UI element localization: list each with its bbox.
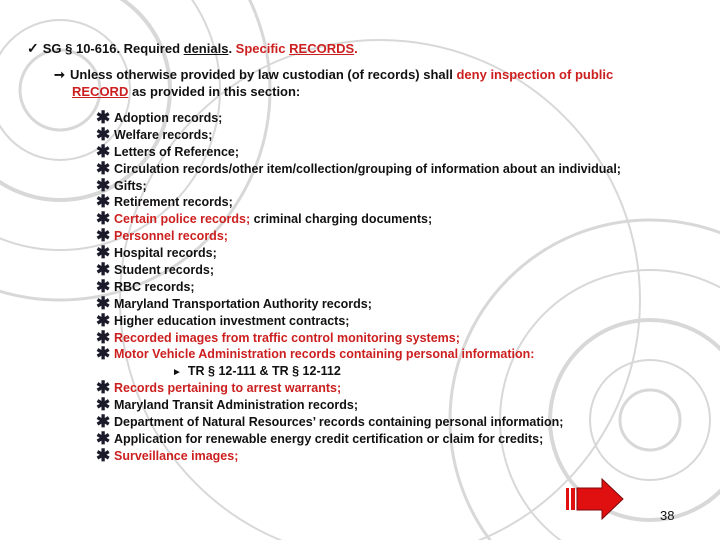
star-bullet-icon: ✱	[96, 108, 111, 127]
list-item-text: Circulation records/other item/collection/grouping of information about an individual;	[114, 161, 621, 176]
star-bullet-icon: ✱	[96, 327, 111, 347]
list-item-red-text: Surveillance images;	[114, 448, 239, 463]
list-item	[96, 245, 706, 262]
list-item	[96, 228, 706, 245]
arrow-bar-1	[566, 488, 569, 510]
list-item	[96, 428, 706, 448]
sub-item-text: TR § 12-111 & TR § 12-112	[187, 364, 341, 379]
star-bullet-icon: ✱	[96, 192, 111, 212]
list-item-text: Higher education investment contracts;	[114, 313, 350, 328]
star-bullet-icon: ✱	[96, 445, 111, 465]
star-bullet-icon: ✱	[96, 276, 111, 296]
list-item-text: Adoption records;	[114, 111, 223, 125]
star-bullet-icon: ✱	[96, 344, 111, 364]
sub-item	[96, 363, 706, 380]
title-records: RECORDS	[289, 41, 355, 56]
list-item	[96, 445, 706, 465]
list-item	[96, 346, 706, 363]
list-item	[96, 124, 706, 144]
star-bullet-icon: ✱	[96, 243, 111, 263]
star-bullet-icon: ✱	[96, 209, 111, 229]
title-denials: denials	[183, 41, 229, 56]
star-bullet-icon: ✱	[96, 226, 111, 246]
list-item-text: Retirement records;	[114, 195, 233, 210]
list-item	[96, 276, 706, 296]
title-dot: .	[228, 41, 236, 56]
list-item-text: Welfare records;	[114, 127, 213, 142]
list-item	[96, 194, 706, 211]
list-item-text: RBC records;	[114, 279, 195, 294]
star-bullet-icon: ✱	[96, 428, 111, 448]
list-item-text: Gifts;	[114, 178, 147, 193]
list-item-text: criminal charging documents;	[250, 212, 433, 227]
star-bullet-icon: ✱	[96, 310, 111, 330]
intro-record: RECORD	[72, 84, 129, 99]
list-item-text: Application for renewable energy credit certification or claim for credits;	[114, 431, 544, 446]
arrow-bar-2	[571, 488, 575, 510]
list-item-red-text: Personnel records;	[114, 229, 228, 244]
list-item-text: Department of Natural Resources’ records containing personal information;	[114, 415, 564, 430]
list-item-text: Maryland Transportation Authority records;	[114, 296, 372, 311]
list-item	[96, 327, 706, 347]
star-bullet-icon: ✱	[96, 378, 111, 398]
title-specific: Specific	[235, 41, 290, 56]
list-item	[96, 110, 706, 127]
list-item	[96, 211, 706, 228]
title-prefix: SG § 10-616. Required	[42, 41, 184, 56]
star-bullet-icon: ✱	[96, 412, 111, 432]
records-list	[96, 110, 706, 465]
intro-paragraph	[54, 66, 694, 100]
intro-part4: as provided in this section:	[128, 84, 301, 99]
page-number: 38	[660, 508, 675, 523]
star-bullet-icon: ✱	[96, 141, 111, 161]
list-item	[96, 293, 706, 313]
intro-part2: deny inspection of public	[456, 67, 614, 82]
slide-title	[27, 40, 358, 57]
list-item	[96, 397, 706, 414]
star-bullet-icon: ✱	[96, 158, 111, 178]
title-end: .	[354, 41, 358, 56]
list-item	[96, 158, 706, 178]
list-item	[96, 141, 706, 161]
right-arrow-bullet-icon: ➞	[54, 67, 65, 82]
list-item-text: Maryland Transit Administration records;	[114, 398, 359, 413]
list-item	[96, 310, 706, 330]
star-bullet-icon: ✱	[96, 293, 111, 313]
star-bullet-icon: ✱	[96, 124, 111, 144]
checkmark-icon: ✓	[27, 40, 39, 56]
list-item-red-text: Records pertaining to arrest warrants;	[114, 381, 342, 396]
intro-part1: Unless otherwise provided by law custodian (of records) shall	[70, 67, 457, 82]
next-slide-arrow-button[interactable]	[566, 478, 624, 520]
list-item-red-text: Recorded images from traffic control monitoring systems;	[114, 330, 460, 345]
star-bullet-icon: ✱	[96, 175, 111, 195]
arrow-head	[577, 479, 623, 519]
list-item-text: Hospital records;	[114, 246, 217, 261]
star-bullet-icon: ✱	[96, 260, 111, 280]
list-item	[96, 414, 706, 431]
list-item-text: Student records;	[114, 263, 215, 278]
triangle-bullet-icon: ►	[172, 367, 182, 379]
list-item-red-text: Certain police records;	[114, 212, 251, 227]
star-bullet-icon: ✱	[96, 395, 111, 415]
list-item-red-text: Motor Vehicle Administration records containing personal information:	[114, 347, 535, 362]
list-item	[96, 262, 706, 279]
list-item-text: Letters of Reference;	[114, 144, 240, 159]
list-item	[96, 380, 706, 397]
list-item	[96, 175, 706, 195]
